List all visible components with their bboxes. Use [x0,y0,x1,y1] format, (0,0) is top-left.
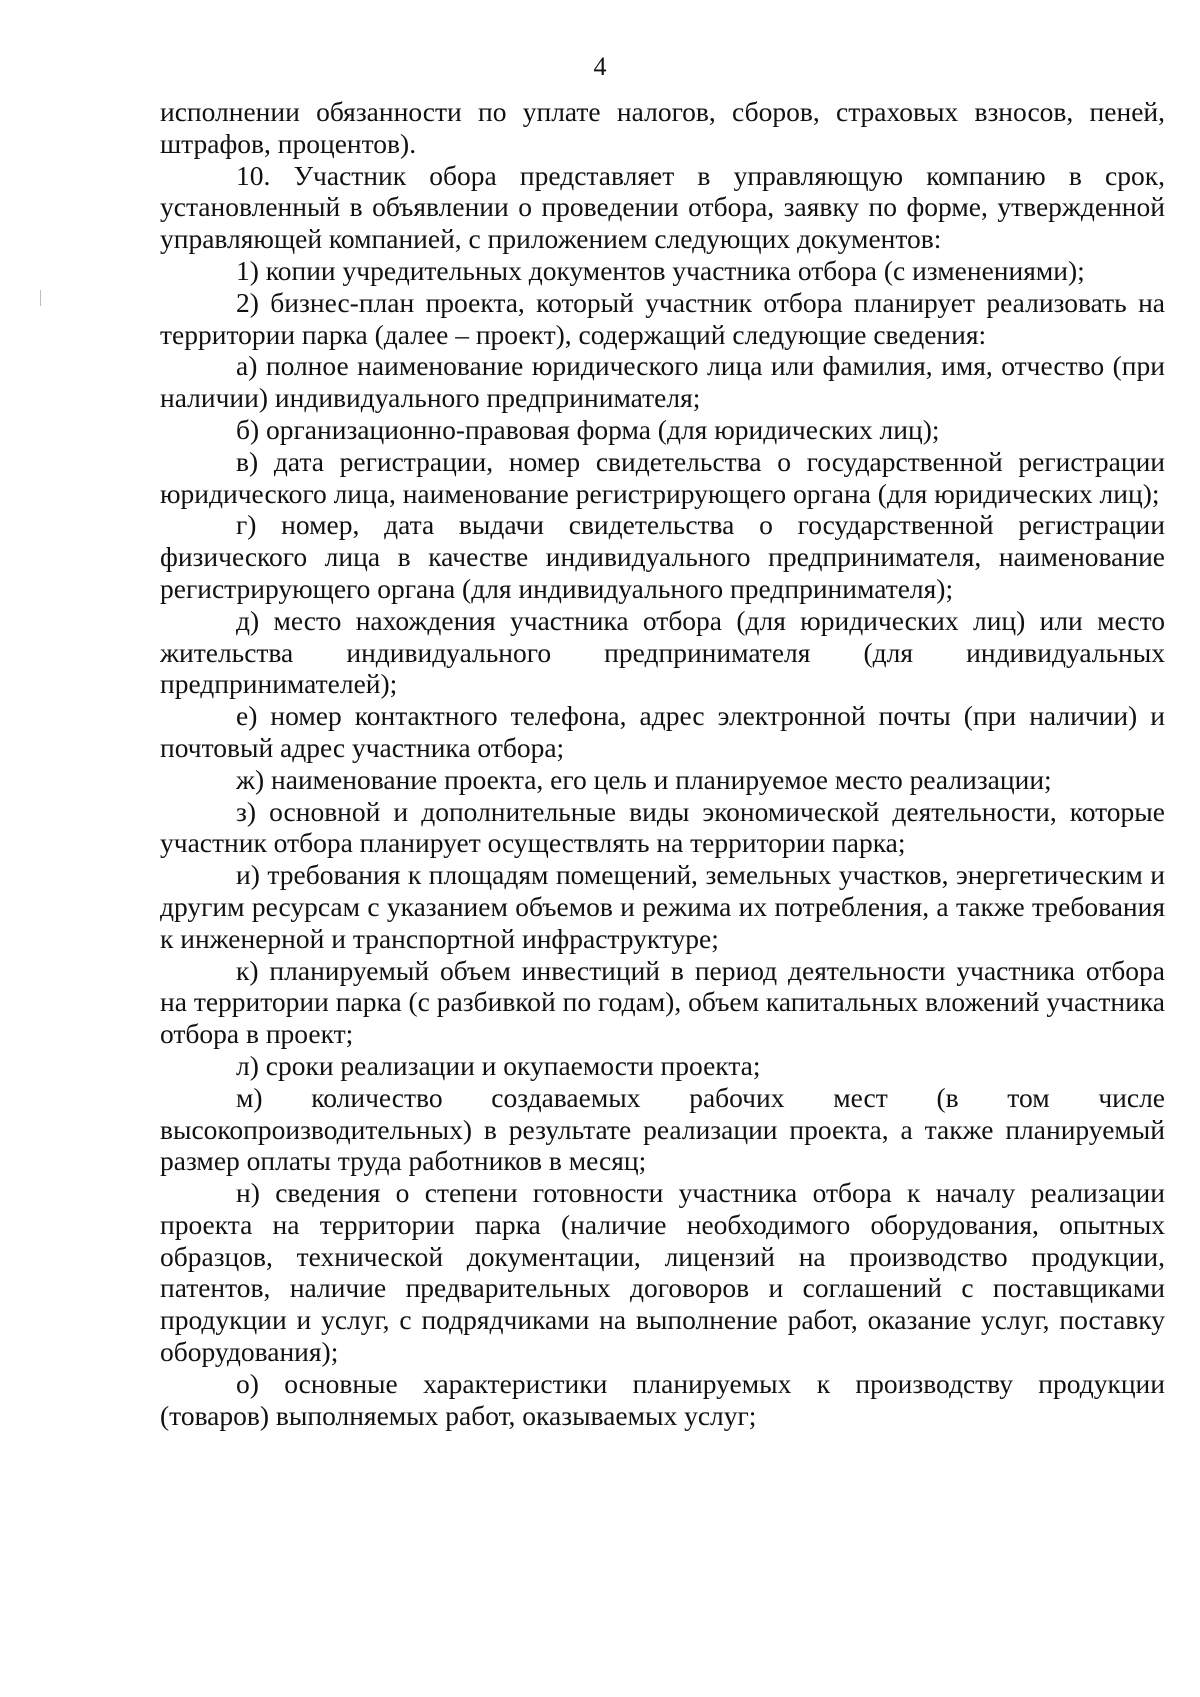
paragraph: ж) наименование проекта, его цель и планируемое место реализации; [236,763,1052,795]
paragraph: исполнении обязанности по уплате налогов, сборов, страховых взносов, пеней, штрафов, процентов). [160,96,1165,159]
paragraph: 10. Участник обора представляет в управляющую компанию в срок, установленный в объявлении о проведении отбора, заявку по форме, утвержденной управляющей компанией, с приложением следующих документов: [160,159,1165,255]
document-body [160,96,1165,1431]
paragraph: 1) копии учредительных документов участника отбора (с изменениями); [236,254,1085,286]
paragraph: м) количество создаваемых рабочих мест (в том числе высокопроизводительных) в результате реализации проекта, а также планируемый размер оплаты труда работников в месяц; [160,1081,1165,1177]
scan-artifact [40,290,41,306]
paragraph: в) дата регистрации, номер свидетельства о государственной регистрации юридического лица, наименование регистрирующего органа (для юридических лиц); [160,445,1165,509]
paragraph: б) организационно-правовая форма (для юридических лиц); [236,413,940,445]
paragraph: г) номер, дата выдачи свидетельства о государственной регистрации физического лица в качестве индивидуального предпринимателя, наименование регистрирующего органа (для индивидуального предпринимателя); [160,509,1165,604]
paragraph: з) основной и дополнительные виды экономической деятельности, которые участник отбора планирует осуществлять на территории парка; [160,795,1165,859]
paragraph: а) полное наименование юридического лица или фамилия, имя, отчество (при наличии) индивидуального предпринимателя; [160,350,1165,414]
paragraph: к) планируемый объем инвестиций в период деятельности участника отбора на территории парка (с разбивкой по годам), объем капитальных вложений участника отбора в проект; [160,954,1165,1050]
paragraph: о) основные характеристики планируемых к производству продукции (товаров) выполняемых работ, оказываемых услуг; [160,1367,1165,1431]
paragraph: л) сроки реализации и окупаемости проекта; [236,1049,761,1081]
page-number: 4 [593,52,607,81]
paragraph: д) место нахождения участника отбора (для юридических лиц) или место жительства индивидуального предпринимателя (для индивидуальных предпринимателей); [160,604,1165,700]
paragraph: и) требования к площадям помещений, земельных участков, энергетическим и другим ресурсам с указанием объемов и режима их потребления, а также требования к инженерной и транспортной инфраструктуре; [160,859,1165,954]
paragraph: е) номер контактного телефона, адрес электронной почты (при наличии) и почтовый адрес участника отбора; [160,700,1165,763]
paragraph: н) сведения о степени готовности участника отбора к началу реализации проекта на территории парка (наличие необходимого оборудования, опытных образцов, технической документации, лицензий на производство продукции, патентов, наличие предварительных договоров и соглашений с поставщиками продукции и услуг, с подрядчиками на выполнение работ, оказание услуг, поставку оборудования); [160,1177,1165,1368]
paragraph: 2) бизнес-план проекта, который участник отбора планирует реализовать на территории парка (далее – проект), содержащий следующие сведения: [160,286,1165,350]
